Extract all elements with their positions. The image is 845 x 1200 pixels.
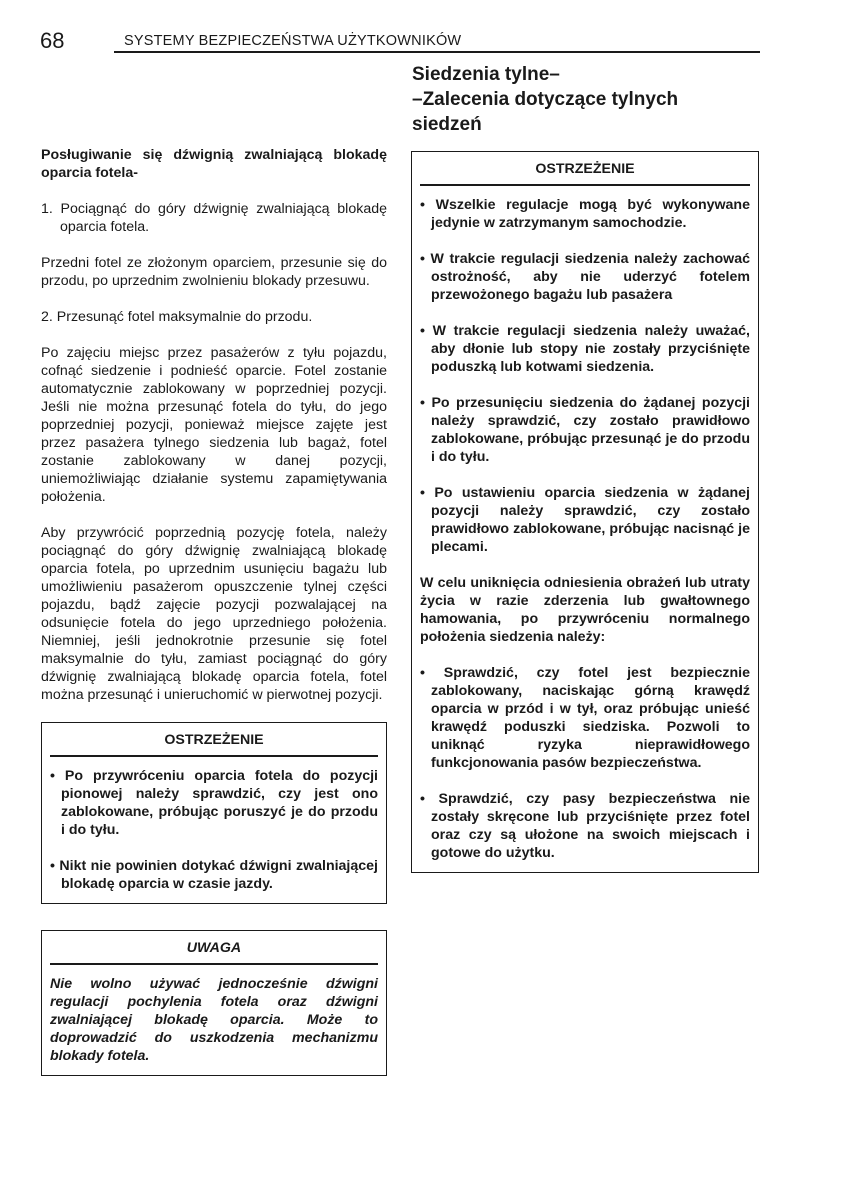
warning-bullet: • Sprawdzić, czy pasy bezpieczeństwa nie zostały skręcone lub przyciśnięte przez fotel oraz czy są ułożone na swoich miejscach i gotowe do użytku. [420, 791, 750, 861]
warning-bullet: • Wszelkie regulacje mogą być wykonywane jedynie w zatrzymanym samochodzie. [420, 197, 750, 231]
paragraph-2: Po zajęciu miejsc przez pasażerów z tyłu pojazdu, cofnąć siedzenie i podnieść oparcie. Fotel zostanie automatycznie zablokowany w poprzedniej pozycji. Jeśli nie można przesunąć fotela do tyłu, do jego poprzedniej pozycji, ponieważ miejsce zajęte jest przez pasażera tylnego siedzenia lub bagaż, fotel zostanie zablokowany w danej pozycji, uniemożliwiając działanie systemu zapamiętywania położenia. [41, 345, 387, 505]
caution-box [41, 930, 387, 1076]
right-warning-box [411, 151, 759, 873]
left-column [41, 146, 387, 1076]
running-title: SYSTEMY BEZPIECZEŃSTWA UŻYTKOWNIKÓW [124, 33, 462, 49]
caution-title: UWAGA [186, 940, 242, 956]
warning-bullet: • W trakcie regulacji siedzenia należy zachować ostrożność, aby nie uderzyć fotelem przewożonego bagażu lub pasażera [420, 251, 750, 303]
header-rule [114, 51, 760, 53]
warning-intro: W celu uniknięcia odniesienia obrażeń lub utraty życia w razie zderzenia lub gwałtownego hamowania, po przywróceniu normalnego położenia siedzenia należy: [420, 575, 750, 645]
page-number: 68 [40, 28, 65, 53]
warning-bullet: • Po ustawieniu oparcia siedzenia w żądanej pozycji należy sprawdzić, czy zostało prawidłowo zablokowane, próbując nacisnąć je plecami. [420, 485, 750, 555]
page-header [40, 24, 760, 54]
warning-bullet: • W trakcie regulacji siedzenia należy uważać, aby dłonie lub stopy nie zostały przyciśnięte poduszką lub kotwami siedzenia. [420, 323, 750, 375]
section-title-line: –Zalecenia dotyczące tylnych [412, 89, 679, 110]
warning-title: OSTRZEŻENIE [535, 161, 635, 177]
warning-rule [420, 184, 750, 186]
warning-bullet: • Po przywróceniu oparcia fotela do pozycji pionowej należy sprawdzić, czy jest ono zablokowane, próbując poruszyć je do przodu i do tyłu. [50, 768, 378, 838]
section-title-line: Siedzenia tylne– [412, 64, 560, 85]
step-1: 1. Pociągnąć do góry dźwignię zwalniającą blokadę oparcia fotela. [41, 201, 387, 235]
warning-bullet: • Po przesunięciu siedzenia do żądanej pozycji należy sprawdzić, czy zostało prawidłowo zablokowane, próbując przesunąć je do przodu i do tyłu. [420, 395, 750, 465]
section-title [412, 62, 759, 137]
right-column [411, 62, 759, 873]
warning-title: OSTRZEŻENIE [164, 732, 264, 748]
step-2: 2. Przesunąć fotel maksymalnie do przodu. [41, 309, 313, 325]
warning-rule [50, 755, 378, 757]
section-title-line: siedzeń [412, 114, 482, 135]
left-warning-box [41, 722, 387, 904]
paragraph-3: Aby przywrócić poprzednią pozycję fotela, należy pociągnąć do góry dźwignię zwalniającą blokadę oparcia fotela, po uprzednim usunięciu bagażu lub umożliwieniu pasażerom opuszczenie tylnej części pojazdu, bądź zajęcie pozycji pozwalającej na odsunięcie fotela do jego uprzedniego położenia. Niemniej, jeśli jednokrotnie przesunie się fotel maksymalnie do tyłu, zamiast pociągnąć do góry dźwignię zwalniającą blokadę oparcia fotela, fotel można przesunąć i unieruchomić w pierwotnej pozycji. [41, 525, 387, 703]
left-heading: Posługiwanie się dźwignią zwalniającą blokadę oparcia fotela- [41, 147, 387, 181]
warning-bullet: • Sprawdzić, czy fotel jest bezpiecznie zablokowany, naciskając górną krawędź oparcia w przód i w tył, oraz próbując unieść krawędź poduszki siedziska. Pozwoli to uniknąć ryzyka nieprawidłowego funkcjonowania pasów bezpieczeństwa. [420, 665, 750, 771]
caution-text: Nie wolno używać jednocześnie dźwigni regulacji pochylenia fotela oraz dźwigni zwalniającej blokadę oparcia. Może to doprowadzić do uszkodzenia mechanizmu blokady fotela. [50, 976, 378, 1064]
caution-rule [50, 963, 378, 965]
paragraph-1: Przedni fotel ze złożonym oparciem, przesunie się do przodu, po uprzednim zwolnieniu blokady przesuwu. [41, 255, 387, 289]
warning-bullet: • Nikt nie powinien dotykać dźwigni zwalniającej blokadę oparcia w czasie jazdy. [50, 858, 378, 892]
